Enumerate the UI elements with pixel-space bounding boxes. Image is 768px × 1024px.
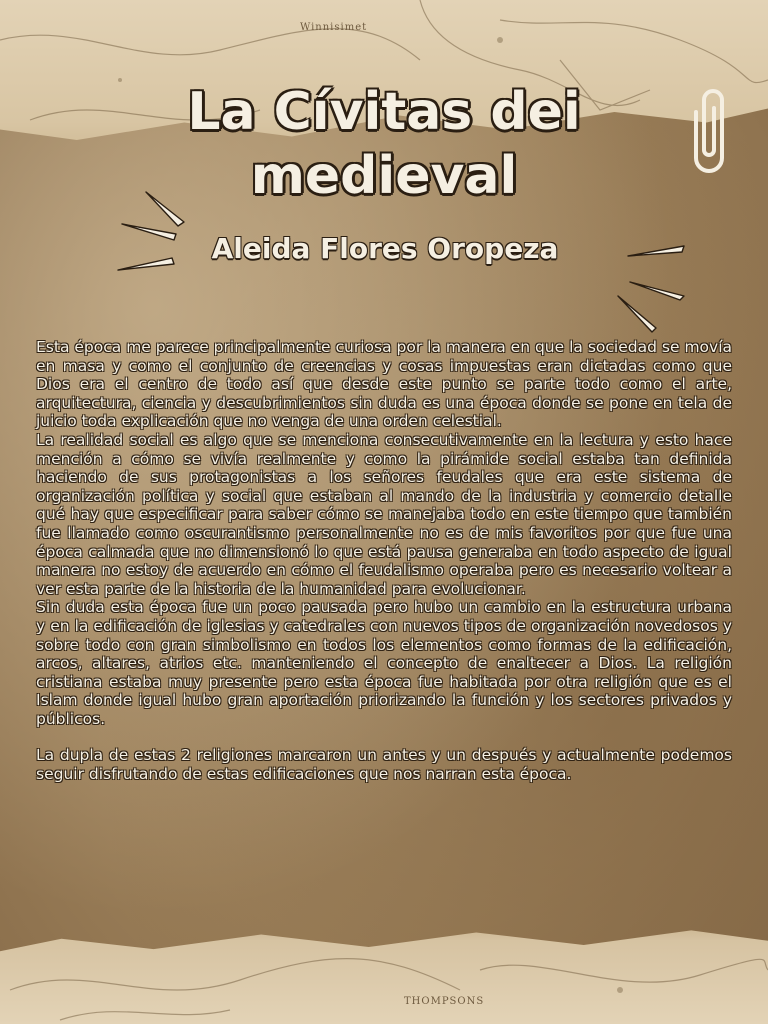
author-name: Aleida Flores Oropeza: [211, 232, 559, 265]
essay-body: [36, 338, 732, 784]
page-title-line-2: medieval: [250, 146, 518, 206]
map-label-top: Winnisimet: [300, 22, 368, 33]
page-title-line-1: La Cívitas dei: [187, 82, 581, 142]
sparkle-right-icon: [612, 238, 692, 334]
paragraph-3: Sin duda esta época fue un poco pausada pero hubo un cambio en la estructura urbana y en la edificación de iglesias y catedrales con nuevos tipos de organización novedosos y sobre todo con gran simbolismo en todos los elementos como formas de la edificación, arcos, altares, atrios etc. manteniendo el concepto de enaltecer a Dios. La religión cristiana estaba muy presente pero esta época fue habitada por otra religión que es el Islam donde igual hubo gran aportación priorizando la función y los sectores privados y públicos.: [36, 598, 732, 728]
map-label-bottom: THOMPSONS: [404, 996, 485, 1007]
paragraph-4: La dupla de estas 2 religiones marcaron un antes y un después y actualmente podemos seguir disfrutando de estas edificaciones que nos narran esta época.: [36, 746, 732, 784]
paragraph-1: Esta época me parece principalmente curiosa por la manera en que la sociedad se movía en masa y como el conjunto de creencias y cosas impuestas eran dictadas como que Dios era el centro de todo así que desde este punto se parte todo como el arte, arquitectura, ciencia y descubrimientos sin duda es una época donde se pone en tela de juicio toda explicación que no venga de una orden celestial.: [36, 338, 732, 431]
paragraph-2: La realidad social es algo que se menciona consecutivamente en la lectura y esto hace mención a cómo se vivía realmente y como la pirámide social estaba tan definida haciendo de sus protagonistas a los señores feudales que era este sistema de organización política y social que estaban al mando de la industria y comercio detalle qué hay que especificar para saber cómo se manejaba todo en este tiempo que también fue llamado como oscurantismo personalmente no es de mis favoritos por que fue una época calmada que no dimensionó lo que está pausa generaba en todo aspecto de igual manera no estoy de acuerdo en cómo el feudalismo operaba pero es necesario voltear a ver esta parte de la historia de la humanidad para evolucionar.: [36, 430, 732, 598]
